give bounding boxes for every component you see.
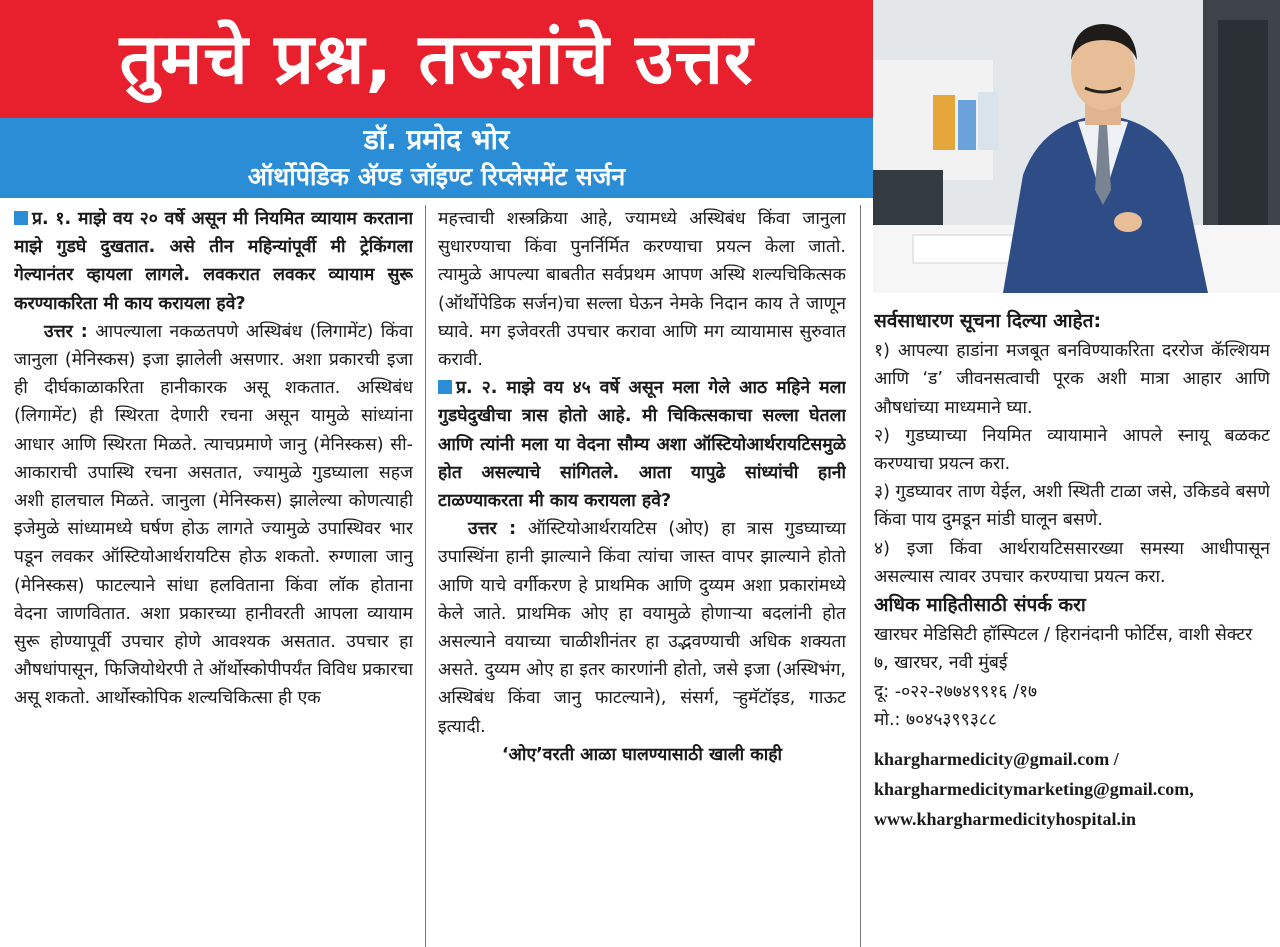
tip-item: २) गुडघ्याच्या नियमित व्यायामाने आपले स्नायू बळकट करण्याचा प्रयत्न करा.: [874, 425, 1270, 475]
doctor-banner: [0, 118, 873, 198]
question-2: प्र. २. माझे वय ४५ वर्षे असून मला गेले आठ महिने मला गुडघेदुखीचा त्रास होतो आहे. मी चिकित्सकाचा सल्ला घेतला आणि त्यांनी मला या वेदना सौम्य अशा ऑस्टियोआर्थरायटिसमुळे होत असल्याचे सांगितले. आता यापुढे सांध्यांची हानी टाळण्याकरता मी काय करायला हवे?: [438, 378, 846, 512]
tip-item: १) आपल्या हाडांना मजबूत बनविण्याकरिता दररोज कॅल्शियम आणि ‘ड’ जीवनसत्वाची पूरक अशी मात्रा आहार आणि औषधांच्या माध्यमाने घ्या.: [874, 341, 1270, 418]
doctor-photo: [873, 0, 1280, 293]
question-1: प्र. १. माझे वय २० वर्षे असून मी नियमित व्यायाम करताना माझे गुडघे दुखतात. असे तीन महिन्यांपूर्वी मी ट्रेकिंगला गेल्यानंतर व्हायला लागले. लवकरात लवकर व्यायाम सुरू करण्याकरिता मी काय करायला हवे?: [14, 209, 413, 314]
contact-mobile: मो.: ७०४५३९९३८८: [874, 709, 998, 730]
doctor-title: ऑर्थोपेडिक अ‍ॅण्ड जॉइण्ट रिप्लेसमेंट सर्जन: [247, 162, 626, 191]
column-1: [14, 205, 413, 947]
contact-email-1[interactable]: khargharmedicity@gmail.com /: [874, 749, 1119, 770]
answer-2-closing: ‘ओए’वरती आळा घालण्यासाठी खाली काही: [501, 744, 783, 765]
tip-item: ३) गुडघ्यावर ताण येईल, अशी स्थिती टाळा जसे, उकिडवे बसणे किंवा पाय दुमडून मांडी घालून बसणे.: [874, 482, 1270, 531]
square-bullet-icon: [14, 211, 28, 225]
contact-website[interactable]: www.khargharmedicityhospital.in: [874, 809, 1137, 830]
column-2: [438, 205, 846, 947]
contact-heading: अधिक माहितीसाठी संपर्क करा: [874, 594, 1086, 617]
contact-hospital: खारघर मेडिसिटी हॉस्पिटल / हिरानंदानी फोर्टिस, वाशी सेक्टर ७, खारघर, नवी मुंबई: [874, 625, 1253, 674]
answer-1-continued: महत्त्वाची शस्त्रक्रिया आहे, ज्यामध्ये अस्थिबंध किंवा जानुला सुधारण्याचा किंवा पुनर्निर्मित करण्याचा प्रयत्न केला जातो. त्यामुळे आपल्या बाबतीत सर्वप्रथम आपण अस्थि शल्यचिकित्सक (ऑर्थोपेडिक सर्जन)चा सल्ला घेऊन नेमके निदान काय ते जाणून घ्यावे. मग इजेवरती उपचार करावा आणि मग व्यायामास सुरुवात करावी.: [438, 209, 846, 371]
answer-2: उत्तर : ऑस्टियोआर्थरायटिस (ओए) हा त्रास गुडघ्याच्या उपास्थिंना हानी झाल्याने किंवा त्यांचा जास्त वापर झाल्याने होतो आणि याचे वर्गीकरण हे प्राथमिक आणि दुय्यम अशा प्रकारांमध्ये केले जाते. प्राथमिक ओए हा वयामुळे होणाऱ्या बदलांनी होत असल्याने वयाच्या चाळीशीनंतर हा उद्भवण्याची अधिक शक्यता असते. दुय्यम ओए हा इतर कारणांनी होतो, जसे इजा (अस्थिभंग, अस्थिबंध किंवा जानु फाटल्याने), संसर्ग, ऱ्हुमॅटॉइड, गाऊट इत्यादी.: [438, 519, 846, 737]
contact-email-2[interactable]: khargharmedicitymarketing@gmail.com,: [874, 779, 1194, 800]
column-divider: [425, 205, 426, 947]
doctor-name: डॉ. प्रमोद भोर: [363, 123, 510, 156]
answer-1: उत्तर : आपल्याला नकळतपणे अस्थिबंध (लिगामेंट) किंवा जानुला (मेनिस्कस) इजा झालेली असणार. अशा प्रकारची इजा ही दीर्घकाळाकरिता हानीकारक असू शकतात. अस्थिबंध (लिगामेंट) ही स्थिरता देणारी रचना असून यामुळे सांध्यांना आधार आणि स्थिरता मिळते. त्याचप्रमाणे जानु (मेनिस्कस) सी- आकाराची उपास्थि रचना असतात, ज्यामुळे गुडघ्याला सहज अशी हालचाल मिळते. जानुला (मेनिस्कस) झालेल्या कोणत्याही इजेमुळे सांध्यामध्ये घर्षण होऊ लागते ज्यामुळे उपास्थिवर भार पडून लवकर ऑस्टियोआर्थरायटिस होऊ शकतो. रुग्णाला जानु (मेनिस्कस) फाटल्याने सांधा हलविताना किंवा लॉक होताना वेदना जाणवितात. अशा प्रकारच्या हानीवरती आपला व्यायाम सुरू होण्यापूर्वी उपचार होणे आवश्यक असतात. उपचार हा औषधांपासून, फिजियोथेरपी ते ऑर्थोस्कोपीपर्यंत विविध प्रकारचा असू शकतो. आर्थोस्कोपिक शल्यचिकित्सा ही एक: [14, 321, 413, 709]
column-divider: [860, 205, 861, 947]
tip-item: ४) इजा किंवा आर्थरायटिससारख्या समस्या आधीपासून असल्यास त्यावर उपचार करण्याचा प्रयत्न करा.: [874, 538, 1270, 587]
column-3: [874, 307, 1270, 947]
square-bullet-icon: [438, 380, 452, 394]
contact-phone: दू: -०२२-२७७४९९१६ /१७: [874, 681, 1038, 702]
tips-heading: सर्वसाधारण सूचना दिल्या आहेत:: [874, 310, 1102, 332]
page-title: तुमचे प्रश्न, तज्ज्ञांचे उत्तर: [119, 18, 754, 100]
